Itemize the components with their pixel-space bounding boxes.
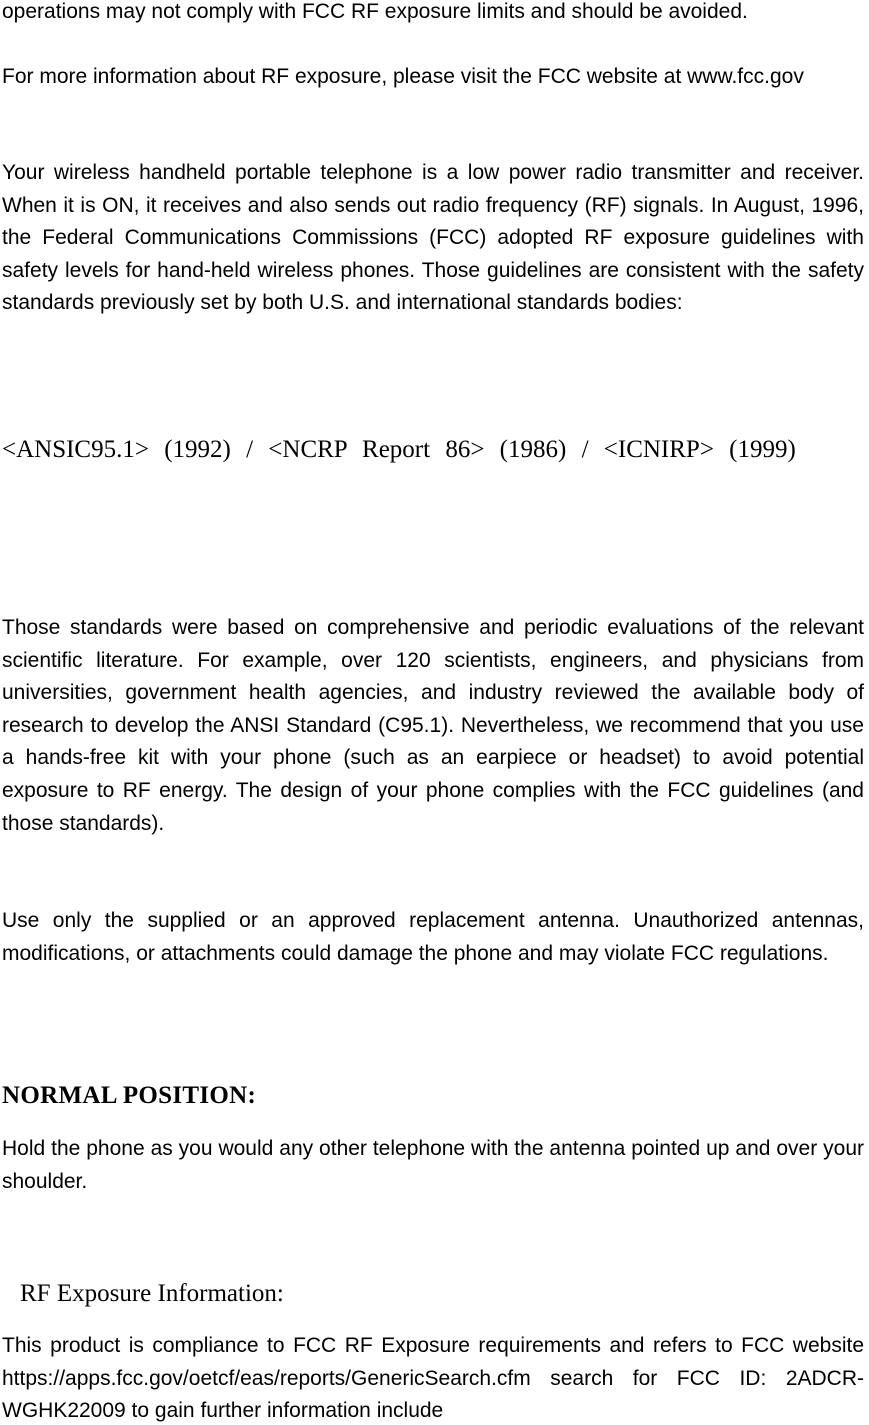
fcc-visit-paragraph: For more information about RF exposure, please visit the FCC website at www.fcc.gov bbox=[2, 65, 804, 88]
antenna-paragraph: Use only the supplied or an approved replacement antenna. Unauthorized antennas, modifications, or attachments could damage the phone and may violate FCC regulations. bbox=[2, 909, 864, 965]
standards-list: <ANSIC95.1> (1992) / <NCRP Report 86> (1986) / <ICNIRP> (1999) bbox=[2, 436, 796, 463]
normal-position-paragraph: Hold the phone as you would any other telephone with the antenna pointed up and over your shoulder. bbox=[2, 1137, 864, 1193]
standards-basis-paragraph: Those standards were based on comprehensive and periodic evaluations of the relevant scientific literature. For example, over 120 scientists, engineers, and physicians from universities, government health agencies, and industry reviewed the available body of research to develop the ANSI Standard (C95.1). Nevertheless, we recommend that you use a hands-free kit with your phone (such as an earpiece or headset) to avoid potential exposure to RF energy. The design of your phone complies with the FCC guidelines (and those standards). bbox=[2, 616, 864, 835]
rf-exposure-heading: RF Exposure Information: bbox=[20, 1280, 284, 1307]
fcc-intro-paragraph: operations may not comply with FCC RF exposure limits and should be avoided. bbox=[2, 0, 748, 23]
rf-exposure-paragraph: This product is compliance to FCC RF Exposure requirements and refers to FCC website https://apps.fcc.gov/oetcf/eas/reports/GenericSearch.cfm search for FCC ID: 2ADCR-WGHK22009 to gain further information include bbox=[2, 1334, 864, 1423]
normal-position-heading: NORMAL POSITION: bbox=[2, 1082, 257, 1109]
wireless-telephone-paragraph: Your wireless handheld portable telephone is a low power radio transmitter and receiver. When it is ON, it receives and also sends out radio frequency (RF) signals. In August, 1996, the Federal Communications Commissions (FCC) adopted RF exposure guidelines with safety levels for hand-held wireless phones. Those guidelines are consistent with the safety standards previously set by both U.S. and international standards bodies: bbox=[2, 161, 864, 315]
